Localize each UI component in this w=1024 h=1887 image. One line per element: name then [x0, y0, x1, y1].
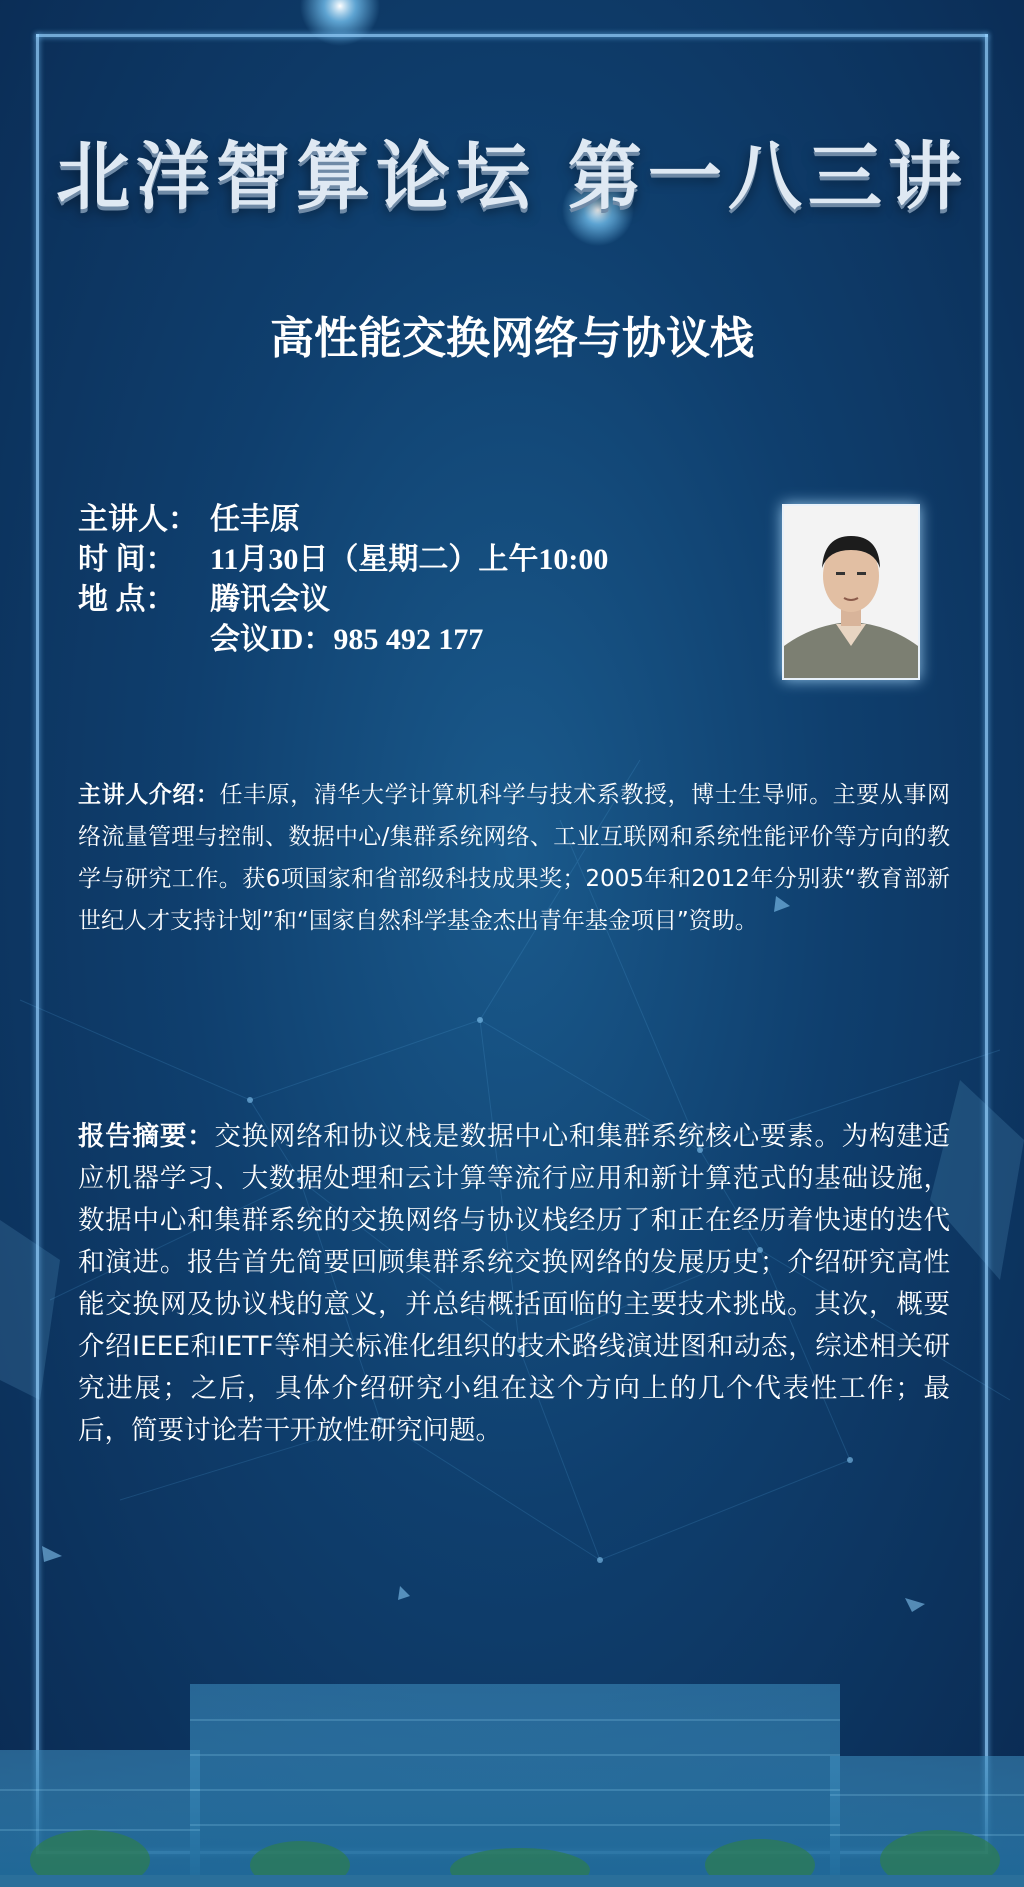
talk-abstract: [78, 1116, 950, 1452]
speaker-row: [78, 500, 608, 540]
abstract-text: 交换网络和协议栈是数据中心和集群系统核心要素。为构建适应机器学习、大数据处理和云计算等流行应用和新计算范式的基础设施，数据中心和集群系统的交换网络与协议栈经历了和正在经历着快速的迭代和演进。报告首先简要回顾集群系统交换网络的发展历史；介绍研究高性能交换网及协议栈的意义，并总结概括面临的主要技术挑战。其次，概要介绍IEEE和IETF等相关标准化组织的技术路线演进图和动态，综述相关研究进展；之后，具体介绍研究小组在这个方向上的几个代表性工作；最后，简要讨论若干开放性研究问题。: [78, 1121, 951, 1446]
time-row: [78, 540, 608, 580]
talk-info: [78, 500, 608, 660]
abstract-label: 报告摘要：: [78, 1121, 215, 1152]
forum-title: 北洋智算论坛 第一八三讲: [56, 134, 968, 220]
location-value: 腾讯会议: [210, 583, 330, 616]
bio-text: 任丰原，清华大学计算机科学与技术系教授，博士生导师。主要从事网络流量管理与控制、数据中心/集群系统网络、工业互联网和系统性能评价等方向的教学与研究工作。获6项国家和省部级科技成果奖；2005年和2012年分别获“教育部新世纪人才支持计划”和“国家自然科学基金杰出青年基金项目”资助。: [78, 782, 950, 934]
time-value: 11月30日（星期二）上午10:00: [210, 543, 609, 576]
location-row: [78, 580, 608, 620]
speaker-name: 任丰原: [210, 503, 300, 536]
campus-building-illustration: [0, 1660, 1024, 1887]
meeting-id-row: [78, 620, 608, 660]
speaker-label: 主讲人：: [78, 503, 198, 536]
talk-subtitle: 高性能交换网络与协议栈: [270, 313, 754, 364]
location-label: 地 点：: [78, 583, 176, 616]
frame-top-line: [36, 34, 988, 37]
time-label: 时 间：: [78, 543, 176, 576]
bio-label: 主讲人介绍：: [78, 782, 220, 808]
speaker-photo: [782, 504, 920, 680]
meeting-id: 会议ID：985 492 177: [210, 623, 484, 656]
speaker-bio: [78, 774, 950, 942]
